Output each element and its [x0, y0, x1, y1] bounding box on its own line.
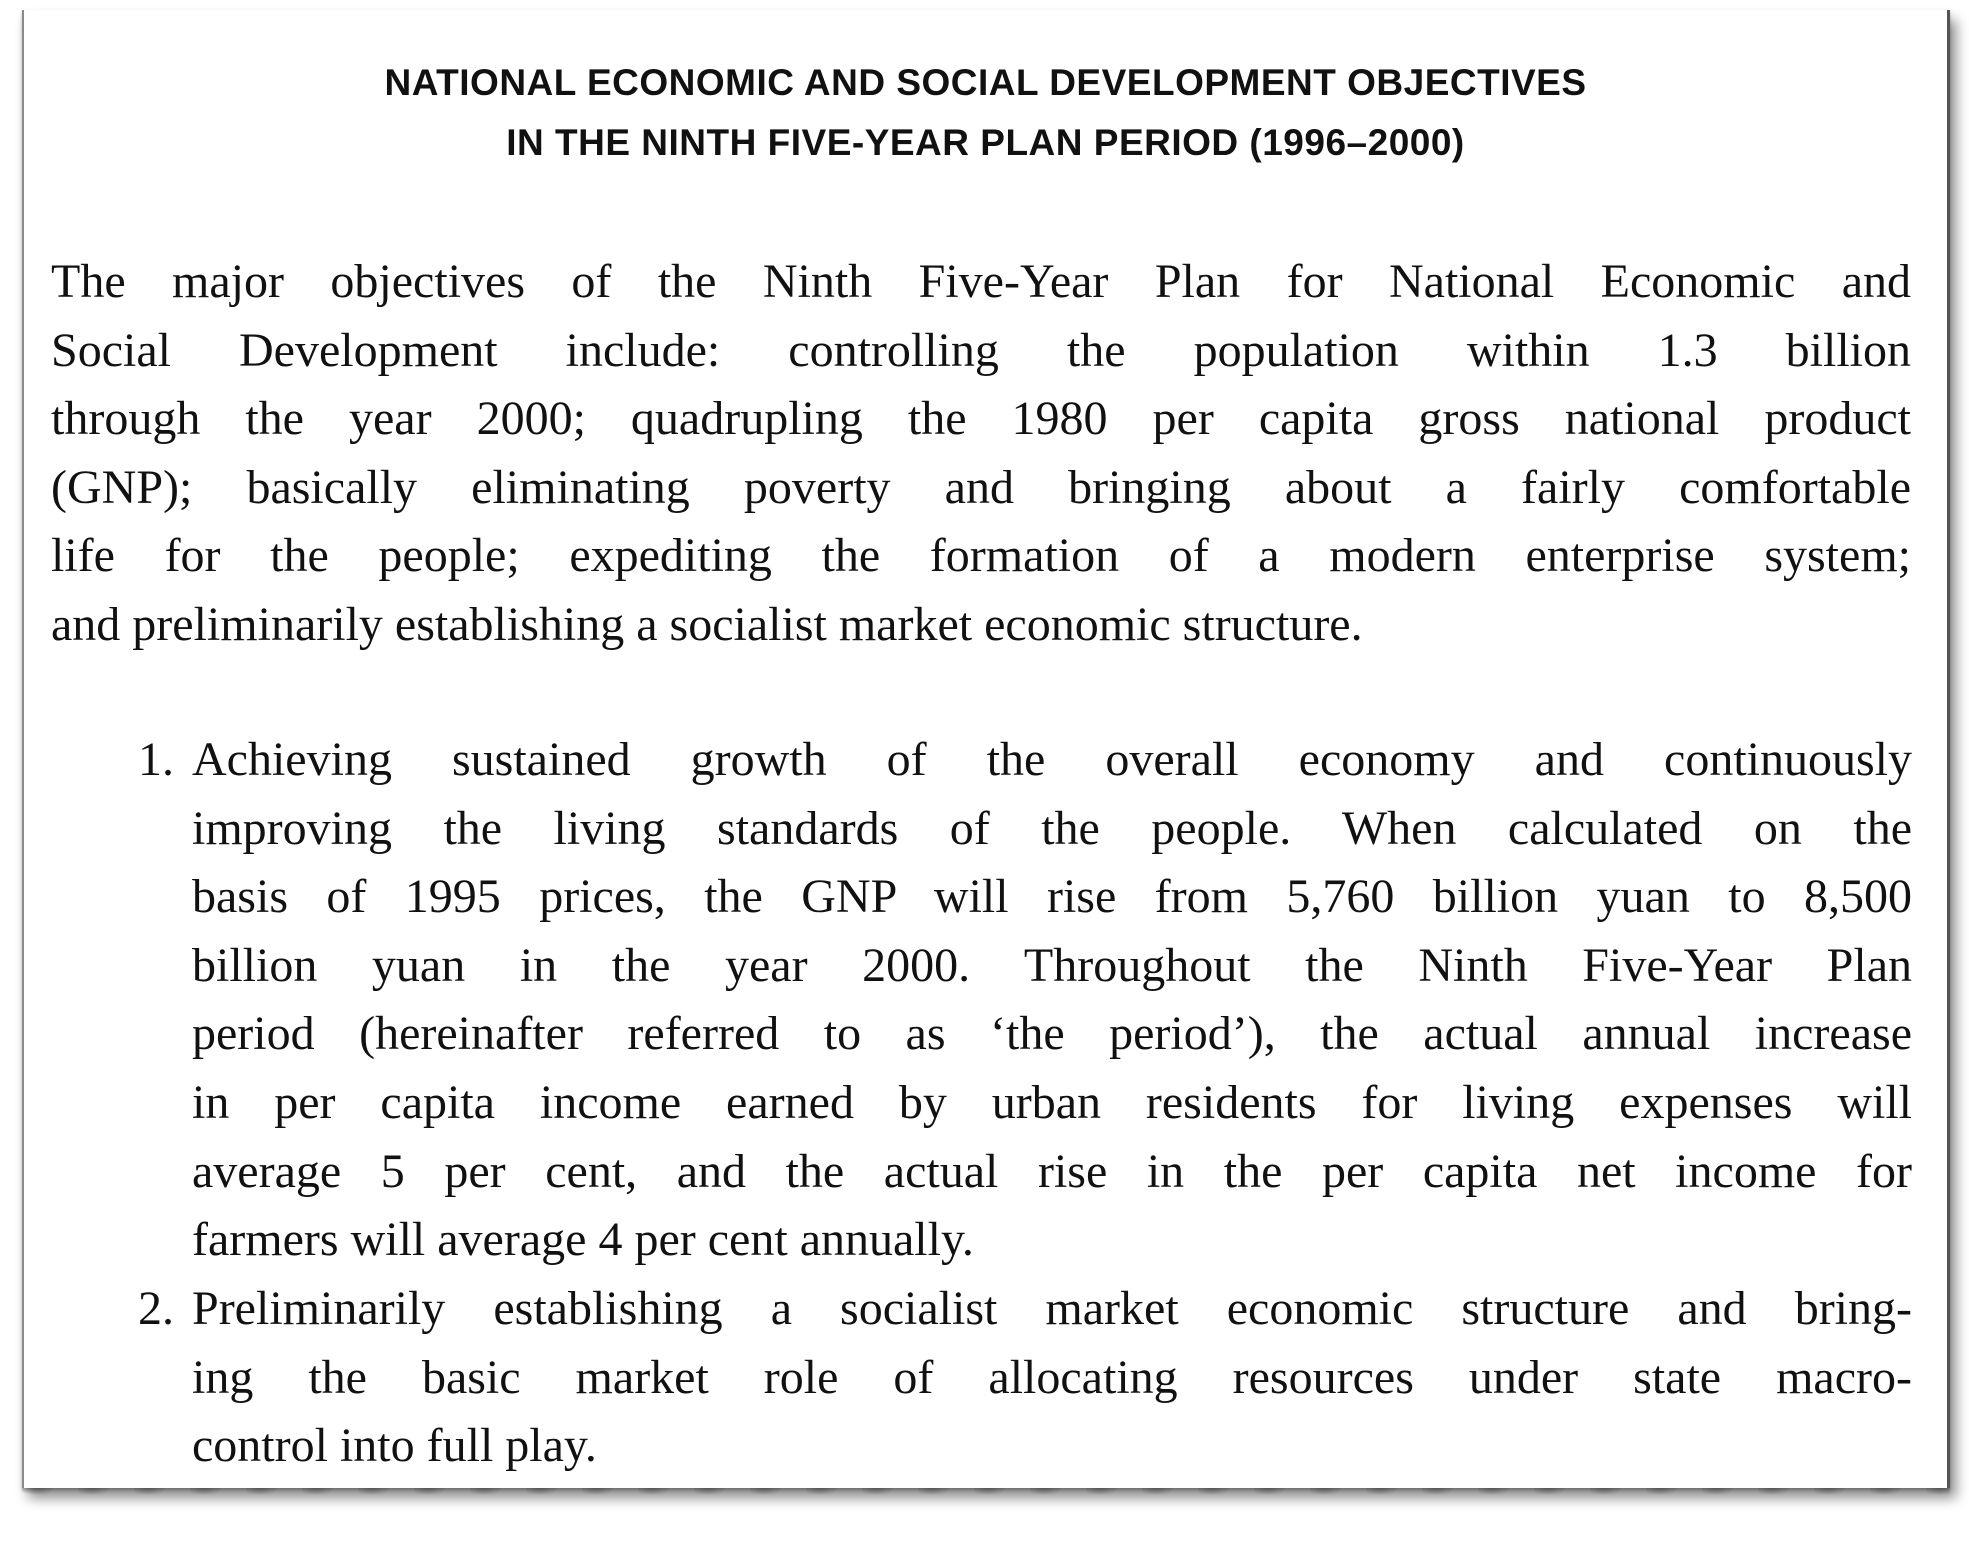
document-title-line-2: IN THE NINTH FIVE-YEAR PLAN PERIOD (1996–2000) — [506, 122, 1465, 163]
intro-line: life for the people; expediting the formation of a modern enterprise system; — [51, 529, 1911, 583]
list-item-line: billion yuan in the year 2000. Throughout the Ninth Five-Year Plan — [192, 938, 1912, 992]
list-item-line: ing the basic market role of allocating resources under state macro- — [192, 1350, 1912, 1404]
list-item-line: basis of 1995 prices, the GNP will rise from 5,760 billion yuan to 8,500 — [192, 870, 1912, 924]
list-item-line: improving the living standards of the people. When calculated on the — [192, 801, 1912, 855]
list-item-line: average 5 per cent, and the actual rise in the per capita net income for — [192, 1144, 1912, 1198]
list-item-line: farmers will average 4 per cent annually. — [192, 1213, 974, 1267]
list-item-number: 1. — [138, 733, 174, 786]
list-item-number: 2. — [138, 1282, 174, 1335]
document-page — [22, 10, 1950, 1488]
intro-line: (GNP); basically eliminating poverty and bringing about a fairly comfortable — [51, 460, 1911, 514]
list-item-line: Achieving sustained growth of the overall economy and continuously — [192, 733, 1912, 786]
intro-line: and preliminarily establishing a socialist market economic structure. — [51, 597, 1363, 651]
document-title-line-1: NATIONAL ECONOMIC AND SOCIAL DEVELOPMENT OBJECTIVES — [384, 62, 1587, 103]
list-item — [192, 1275, 1912, 1481]
intro-paragraph — [51, 248, 1911, 660]
list-item-line: Preliminarily establishing a socialist market economic structure and bring- — [192, 1282, 1912, 1335]
list-item-line: in per capita income earned by urban residents for living expenses will — [192, 1075, 1912, 1129]
list-item-line: period (hereinafter referred to as ‘the period’), the actual annual increase — [192, 1007, 1912, 1061]
intro-line: through the year 2000; quadrupling the 1980 per capita gross national product — [51, 392, 1911, 446]
list-item — [192, 726, 1912, 1275]
intro-line: Social Development include: controlling the population within 1.3 billion — [51, 323, 1911, 377]
list-item-line: control into full play. — [192, 1419, 597, 1473]
intro-line: The major objectives of the Ninth Five-Year Plan for National Economic and — [51, 255, 1911, 308]
